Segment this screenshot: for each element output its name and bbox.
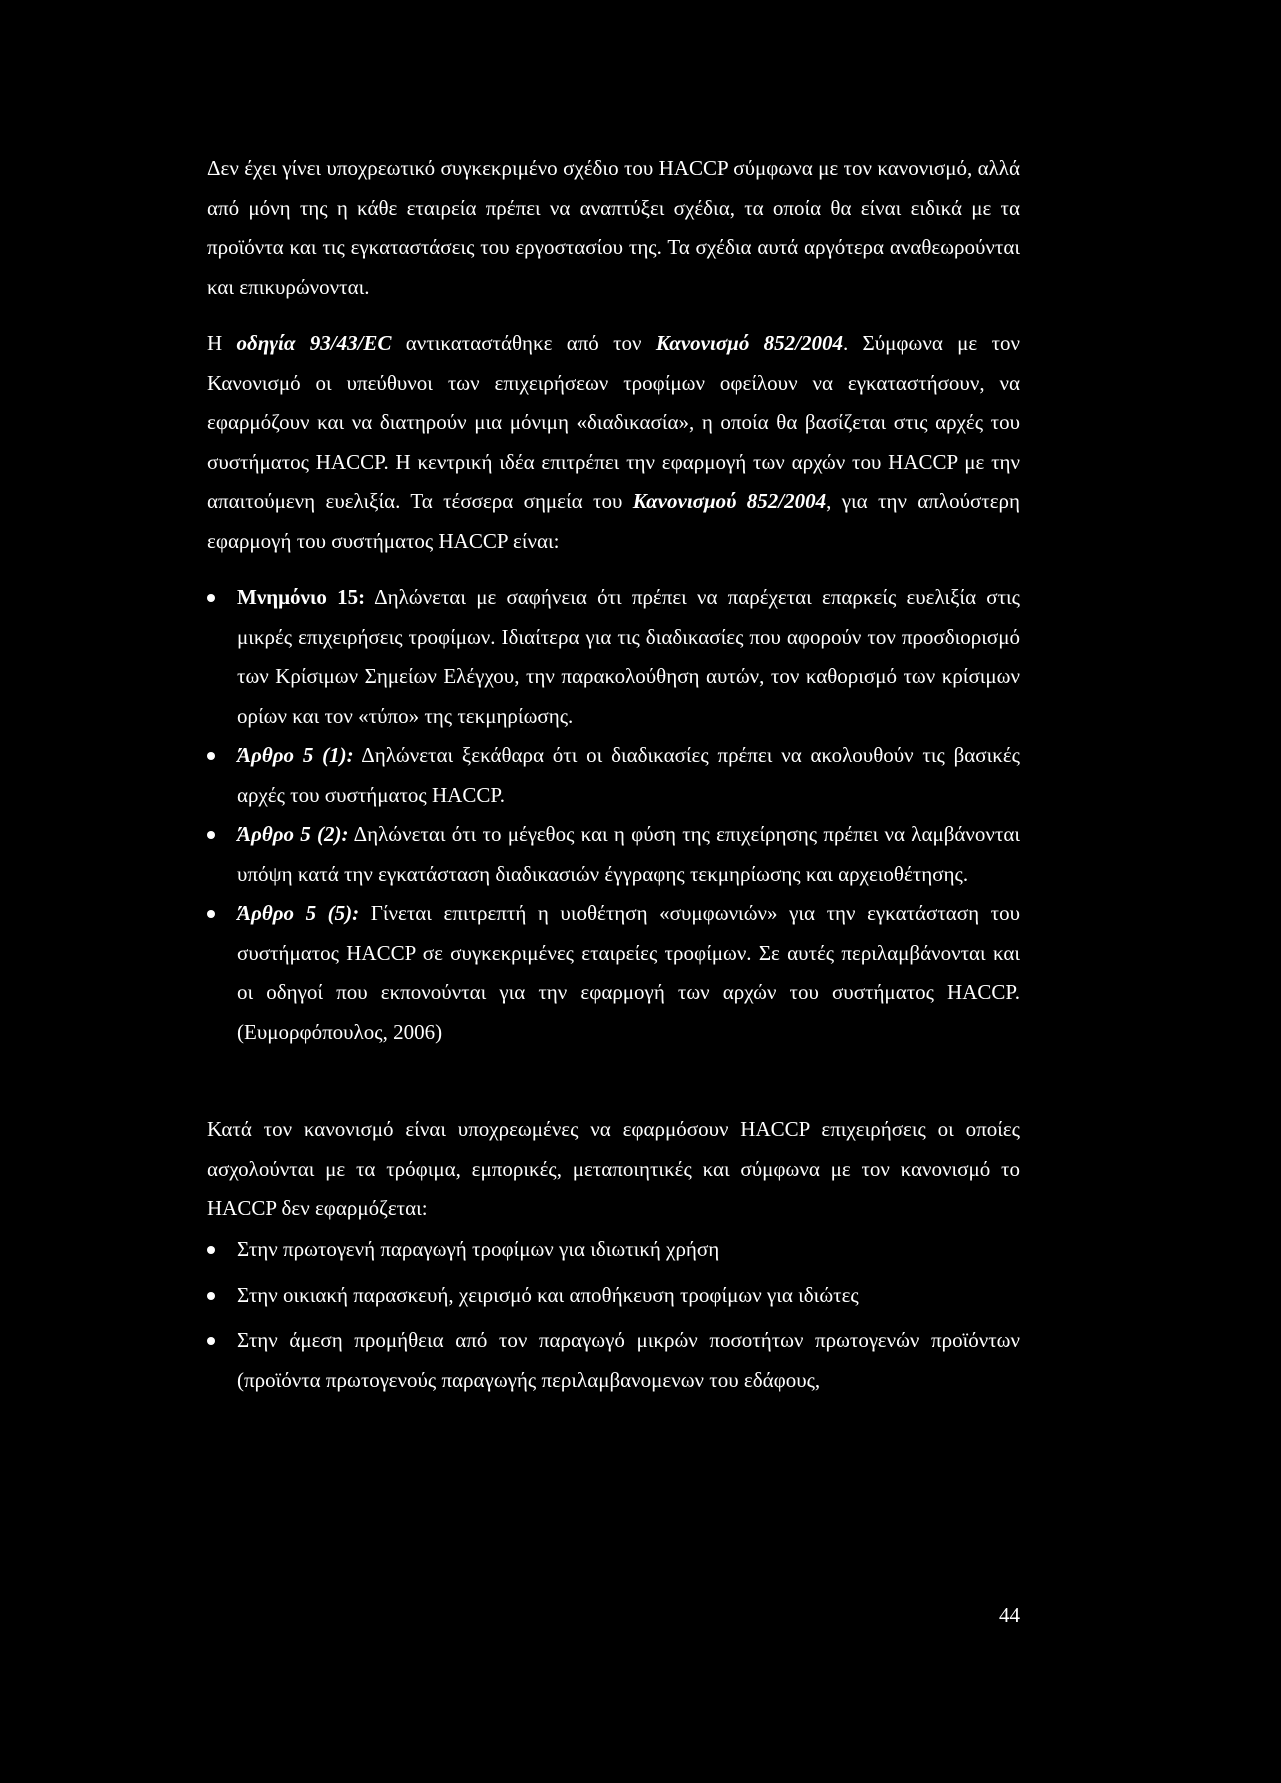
bullet-icon [207,594,215,602]
list-item [207,1321,1020,1400]
regulation-text-4: , για την απλούστερη εφαρμογή του συστήματος HACCP είναι: [207,489,1021,553]
list-item [207,815,1020,894]
list-item [207,1230,1020,1270]
list-item [207,736,1020,815]
regulation-reference-1: Κανονισμό 852/2004 [655,331,843,355]
page-number: 44 [999,1603,1020,1627]
regulation-paragraph-text [207,324,1020,561]
bullet-icon [207,752,215,760]
exception-text: Στην πρωτογενή παραγωγή τροφίμων για ιδιωτική χρήση [237,1237,720,1261]
exception-text: Στην οικιακή παρασκευή, χειρισμό και αποθήκευση τροφίμων για ιδιώτες [237,1282,859,1307]
bullet-icon [207,1246,215,1254]
regulation-paragraph [207,324,1020,561]
point-label: Μνημόνιο 15: [237,585,366,609]
point-label: Άρθρο 5 (5): [237,901,360,925]
regulation-text-2: αντικαταστάθηκε από τον [391,331,656,355]
exception-text: Στην άμεση προμήθεια από τον παραγωγό μικρών ποσοτήτων πρωτογενών προϊόντων (προϊόντα πρωτογενούς παραγωγής περιλαμβανομενων του εδάφους, [237,1328,1020,1392]
exceptions-list [207,1230,1020,1406]
regulation-points-list [207,578,1020,1052]
intro-paragraph-text: Δεν έχει γίνει υποχρεωτικό συγκεκριμένο σχέδιο του HACCP σύμφωνα με τον κανονισμό, αλλά από μόνη της η κάθε εταιρεία πρέπει να αναπτύξει σχέδια, τα οποία θα είναι ειδικά με τα προϊόντα και τις εγκαταστάσεις του εργοστασίου της. Τα σχέδια αυτά αργότερα αναθεωρούνται και επικυρώνονται. [207,156,1020,299]
point-text: Δηλώνεται με σαφήνεια ότι πρέπει να παρέχεται επαρκείς ευελιξία στις μικρές επιχειρήσεις τροφίμων. Ιδιαίτερα για τις διαδικασίες που αφορούν τον προσδιορισμό των Κρίσιμων Σημείων Ελέγχου, την παρακολούθηση αυτών, τον καθορισμό των κρίσιμων ορίων και τον «τύπο» της τεκμηρίωσης. [237,585,1020,728]
scope-paragraph-text: Κατά τον κανονισμό είναι υποχρεωμένες να εφαρμόσουν HACCP επιχειρήσεις οι οποίες ασχολούνται με τα τρόφιμα, εμπορικές, μεταποιητικές και σύμφωνα με τον κανονισμό το HACCP δεν εφαρμόζεται: [207,1117,1020,1220]
bullet-icon [207,910,215,918]
regulation-text-3: . Σύμφωνα με τον Κανονισμό οι υπεύθυνοι των επιχειρήσεων τροφίμων οφείλουν να εγκαταστήσουν, να εφαρμόζουν και να διατηρούν μια μόνιμη «διαδικασία», η οποία θα βασίζεται στις αρχές του συστήματος HACCP. Η κεντρική ιδέα επιτρέπει την εφαρμογή των αρχών του HACCP με την απαιτούμενη ευελιξία. Τα τέσσερα σημεία του [207,331,1020,513]
point-text: Γίνεται επιτρεπτή η υιοθέτηση «συμφωνιών» για την εγκατάσταση του συστήματος HACCP σε συγκεκριμένες εταιρείες τροφίμων. Σε αυτές περιλαμβάνονται και οι οδηγοί που εκπονούνται για την εφαρμογή των αρχών του συστήματος HACCP. (Ευμορφόπουλος, 2006) [237,901,1020,1044]
regulation-reference-2: Κανονισμού 852/2004 [632,489,827,513]
point-label: Άρθρο 5 (2): [237,822,349,846]
point-text: Δηλώνεται ξεκάθαρα ότι οι διαδικασίες πρέπει να ακολουθούν τις βασικές αρχές του συστήματος HACCP. [237,743,1020,807]
intro-paragraph [207,149,1020,307]
directive-reference: οδηγία 93/43/ΕC [236,331,392,355]
bullet-icon [207,1337,215,1345]
point-label: Άρθρο 5 (1): [237,743,354,767]
scope-paragraph [207,1110,1020,1229]
list-item [207,894,1020,1052]
bullet-icon [207,831,215,839]
list-item [207,578,1020,736]
point-text: Δηλώνεται ότι το μέγεθος και η φύση της επιχείρησης πρέπει να λαμβάνονται υπόψη κατά την εγκατάσταση διαδικασιών έγγραφης τεκμηρίωσης και αρχειοθέτησης. [237,822,1020,886]
list-item [207,1276,1020,1316]
bullet-icon [207,1292,215,1300]
regulation-text-1: Η [207,331,237,355]
